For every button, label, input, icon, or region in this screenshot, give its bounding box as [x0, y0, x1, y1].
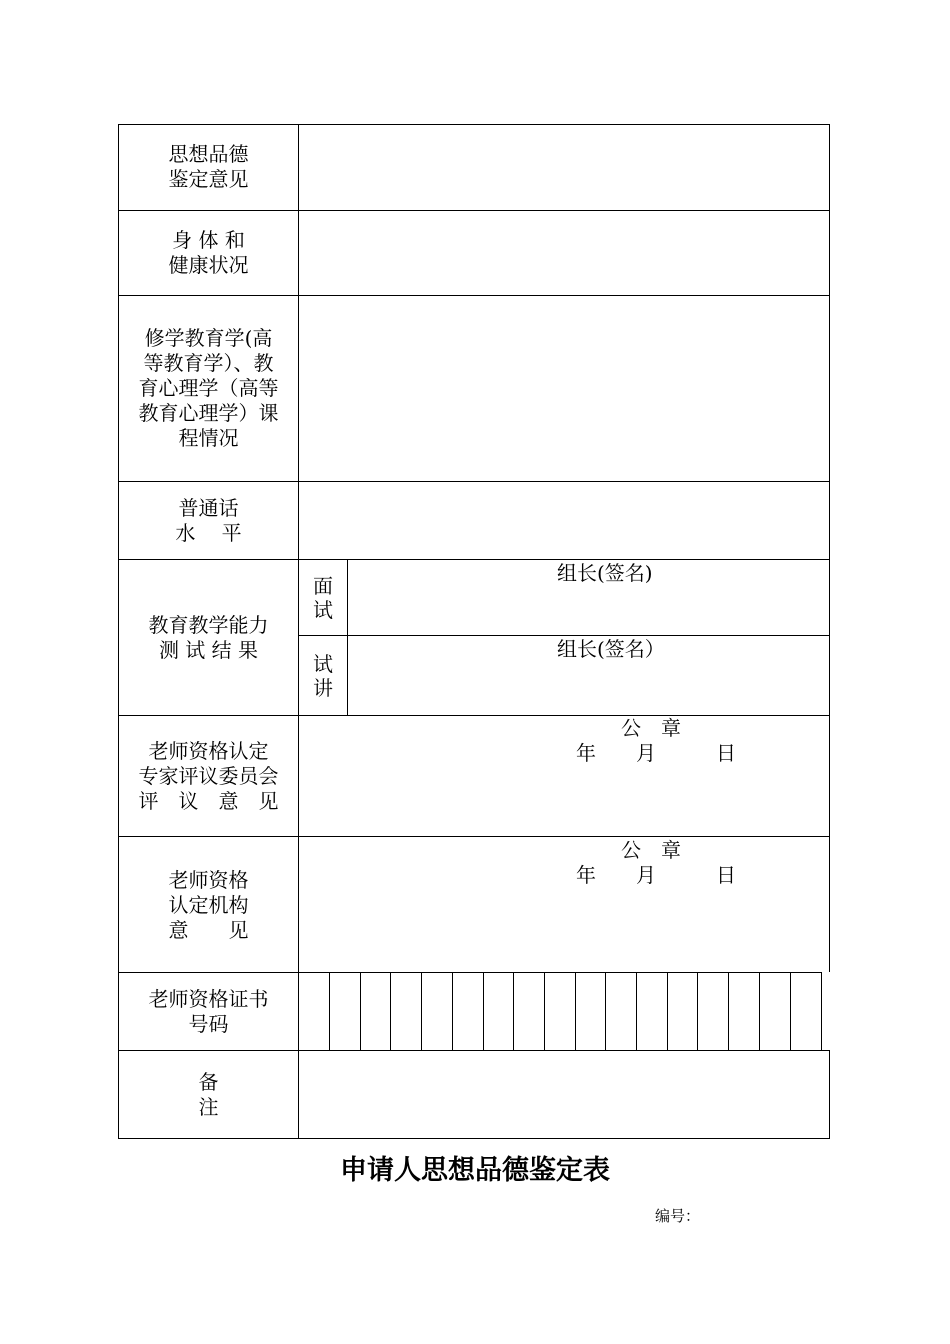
cert-cell-divider: [697, 972, 698, 1050]
interview-leader-signature: 组长(签名): [557, 561, 653, 585]
label-line: 意 见: [168, 918, 249, 942]
row-divider: [118, 1050, 830, 1051]
label-trial-lecture: [299, 652, 347, 700]
cert-cell-divider: [605, 972, 606, 1050]
label-certificate-number: [118, 987, 299, 1037]
label-line: 备: [198, 1070, 219, 1094]
label-line: 身 体 和: [172, 228, 245, 252]
row-divider: [118, 210, 830, 211]
label-line: 思想品德: [168, 142, 249, 166]
label-health-status: [118, 228, 299, 278]
row-divider: [118, 295, 830, 296]
label-teaching-ability-test: [118, 613, 299, 663]
cert-cell-divider: [544, 972, 545, 1050]
label-line: 测 试 结 果: [158, 638, 259, 662]
row-divider: [118, 715, 830, 716]
row-divider: [118, 559, 830, 560]
expert-committee-date: 年 月 日: [576, 741, 736, 765]
label-line: 水 平: [175, 521, 242, 545]
cert-cell-divider: [728, 972, 729, 1050]
cert-cell-divider: [636, 972, 637, 1050]
row-divider: [118, 836, 830, 837]
lecture-leader-signature: 组长(签名）: [557, 637, 665, 661]
cert-cell-divider: [513, 972, 514, 1050]
label-line: 老师资格: [168, 868, 249, 892]
cert-cell-divider: [790, 972, 791, 1050]
label-line: 认定机构: [168, 893, 249, 917]
expert-committee-seal: 公 章: [621, 716, 681, 740]
label-line: 号码: [188, 1012, 229, 1036]
label-line: 评 议 意 见: [138, 789, 279, 813]
label-line: 试: [313, 598, 333, 622]
agency-date: 年 月 日: [576, 863, 736, 887]
cert-cell-divider: [329, 972, 330, 1050]
cert-cell-divider: [483, 972, 484, 1050]
agency-seal: 公 章: [621, 838, 681, 862]
label-expert-committee-opinion: [118, 739, 299, 814]
table-border-top: [118, 124, 830, 125]
cert-cell-divider: [360, 972, 361, 1050]
label-interview: [299, 574, 347, 622]
cert-cell-divider: [575, 972, 576, 1050]
serial-number-label: 编号：: [655, 1207, 701, 1225]
table-border-right-upper: [829, 124, 830, 972]
test-sub-divider: [298, 635, 830, 636]
label-line: 老师资格证书: [148, 987, 269, 1011]
label-pedagogy-courses: [118, 326, 299, 451]
cert-cell-divider: [821, 972, 822, 1050]
label-line: 健康状况: [168, 253, 249, 277]
cert-cell-divider: [667, 972, 668, 1050]
label-line: 普通话: [178, 496, 239, 520]
label-line: 专家评议委员会: [138, 764, 279, 788]
cert-cell-divider: [421, 972, 422, 1050]
label-line: 老师资格认定: [148, 739, 269, 763]
label-line: 教育心理学）课: [138, 401, 279, 425]
label-line: 鉴定意见: [168, 167, 249, 191]
test-sub-column-divider: [347, 559, 348, 715]
label-line: 程情况: [178, 426, 239, 450]
label-line: 育心理学（高等: [138, 376, 279, 400]
label-remarks: [118, 1070, 299, 1120]
label-line: 等教育学）、教: [143, 351, 274, 375]
table-border-right-lower: [829, 1050, 830, 1139]
row-divider: [118, 481, 830, 482]
label-line: 注: [198, 1095, 219, 1119]
label-line: 试: [313, 652, 333, 676]
label-moral-appraisal: [118, 142, 299, 192]
cert-cell-divider: [390, 972, 391, 1050]
cert-cell-divider: [759, 972, 760, 1050]
table-border-bottom: [118, 1138, 830, 1139]
label-mandarin-level: [118, 496, 299, 546]
label-agency-opinion: [118, 868, 299, 943]
cert-cell-divider: [452, 972, 453, 1050]
label-line: 讲: [313, 676, 333, 700]
label-line: 修学教育学(高: [144, 326, 273, 350]
page-title: 申请人思想品德鉴定表: [340, 1155, 610, 1186]
row-divider: [118, 972, 822, 973]
label-line: 教育教学能力: [148, 613, 269, 637]
label-line: 面: [313, 574, 333, 598]
